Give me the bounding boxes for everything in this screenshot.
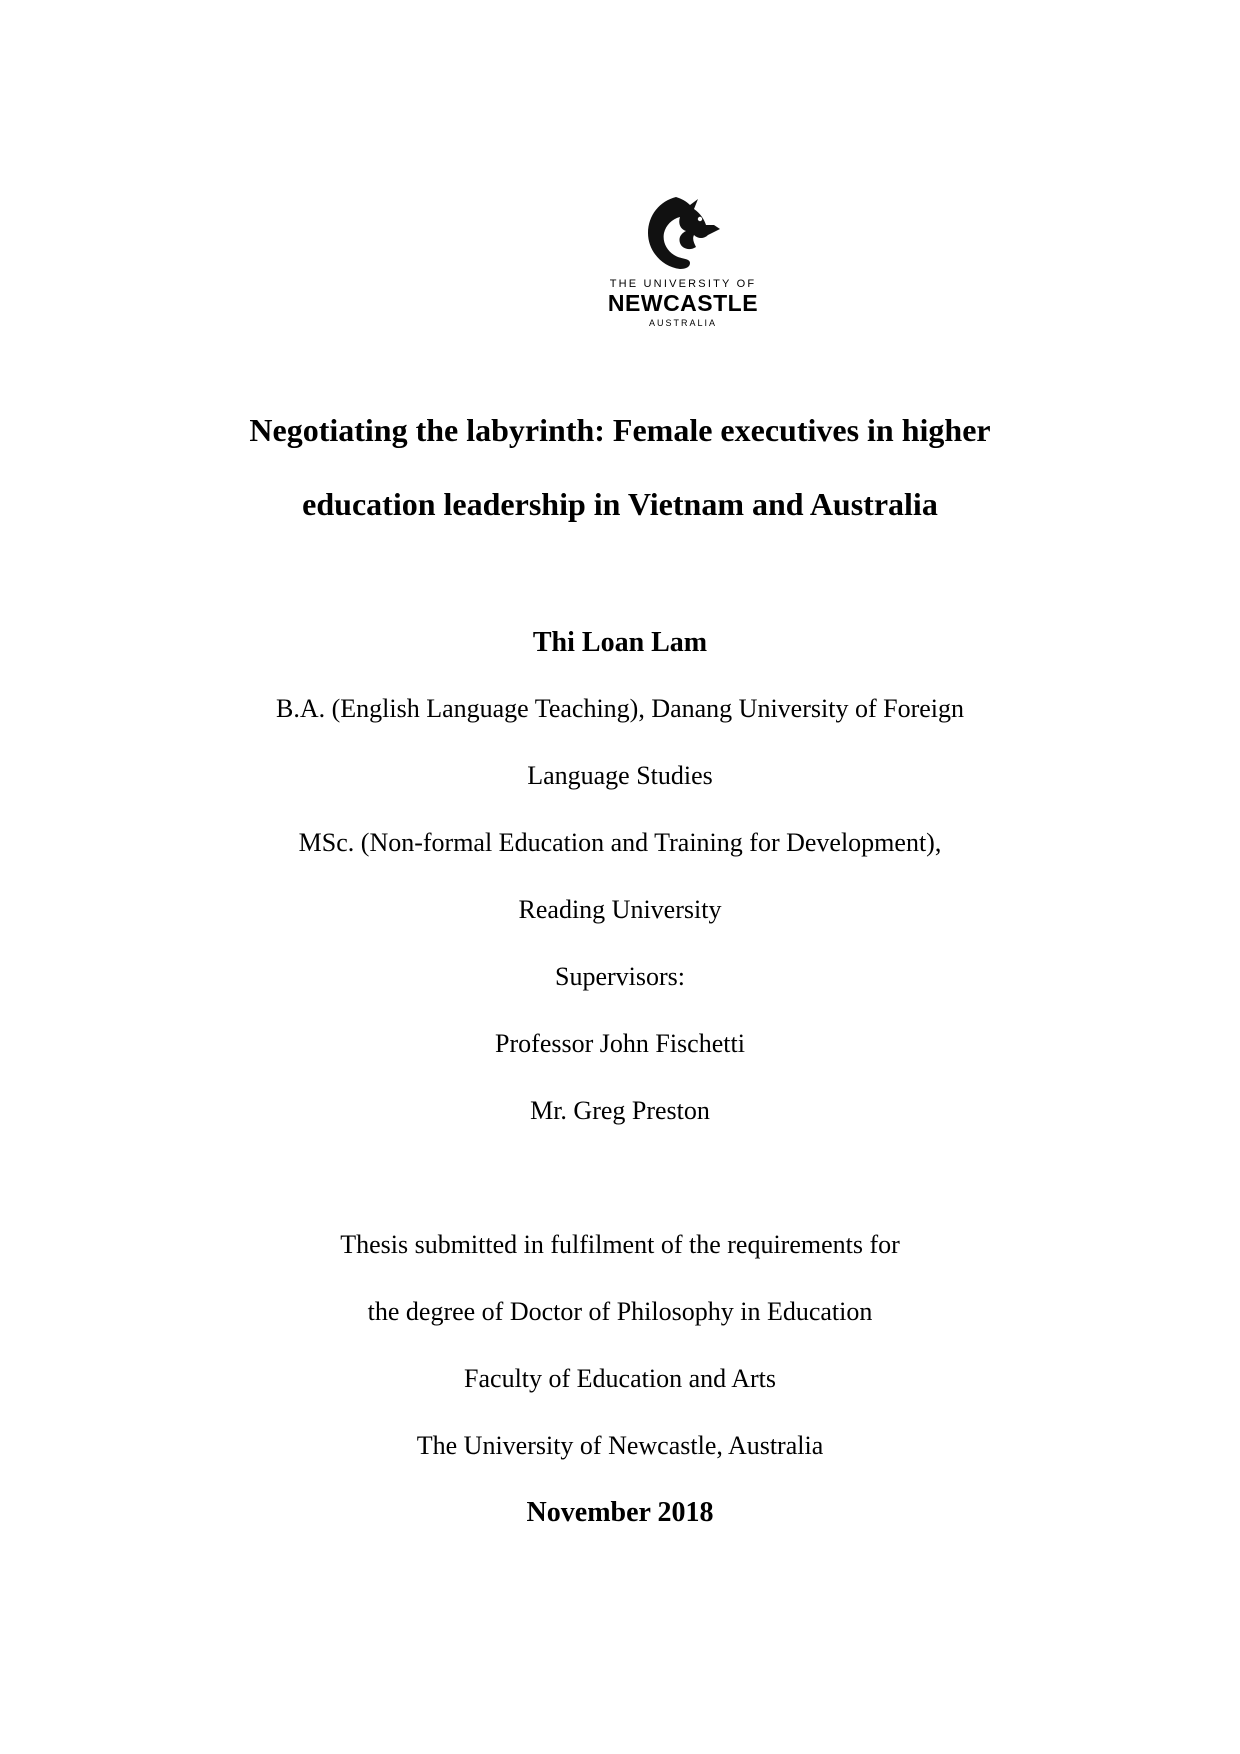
supervisor-name: Mr. Greg Preston: [530, 1096, 710, 1125]
qualification-ba-line-1: B.A. (English Language Teaching), Danang University of Foreign: [276, 694, 964, 723]
supervisors-heading: Supervisors:: [555, 962, 685, 991]
logo-text-australia: AUSTRALIA: [648, 318, 717, 328]
submission-statement-line-2: the degree of Doctor of Philosophy in Education: [367, 1297, 873, 1326]
university-logo: [570, 195, 796, 329]
faculty-name: Faculty of Education and Arts: [464, 1364, 776, 1393]
author-name: Thi Loan Lam: [532, 627, 708, 658]
thesis-title-line-1: Negotiating the labyrinth: Female executives in higher: [249, 412, 991, 448]
logo-text-university-of: THE UNIVERSITY OF: [609, 278, 757, 290]
thesis-title-line-2: education leadership in Vietnam and Australia: [302, 486, 938, 522]
newcastle-seahorse-icon: [642, 195, 724, 271]
supervisor-name: Professor John Fischetti: [495, 1029, 745, 1058]
submission-date: November 2018: [526, 1497, 714, 1528]
university-name: The University of Newcastle, Australia: [416, 1431, 824, 1460]
submission-statement-line-1: Thesis submitted in fulfilment of the requirements for: [340, 1230, 900, 1259]
logo-text-newcastle: NEWCASTLE: [607, 290, 759, 316]
qualification-msc-line-2: Reading University: [518, 895, 722, 924]
qualification-ba-line-2: Language Studies: [527, 761, 713, 790]
qualification-msc-line-1: MSc. (Non-formal Education and Training for Development),: [298, 828, 942, 857]
